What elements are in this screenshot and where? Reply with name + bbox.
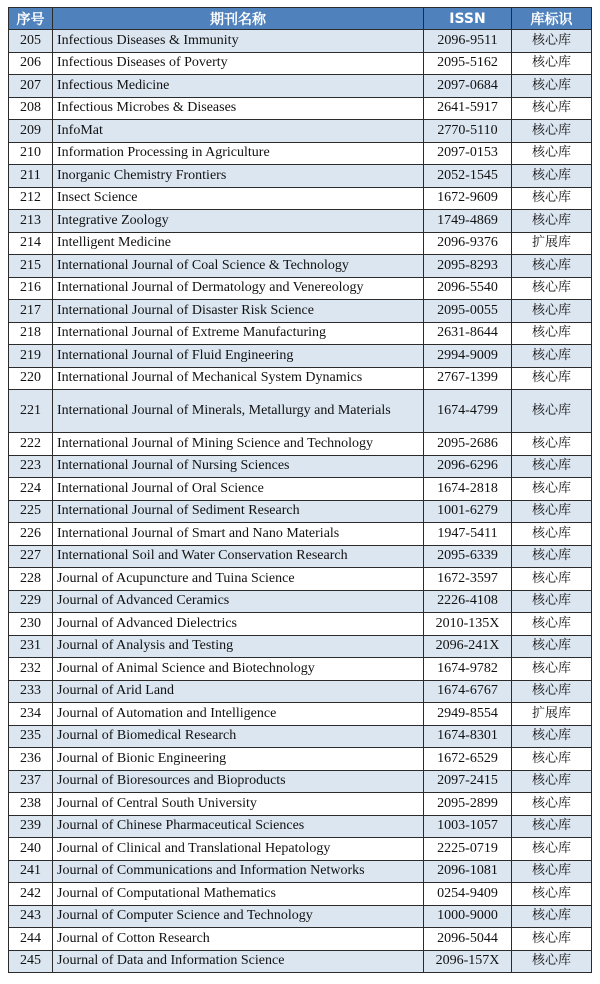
table-row — [9, 883, 592, 906]
serial-number-cell: 205 — [9, 30, 53, 53]
issn-cell: 1672-9609 — [424, 187, 512, 210]
issn-cell: 2631-8644 — [424, 322, 512, 345]
library-tag-cell: 核心库 — [512, 97, 592, 120]
serial-number-cell: 240 — [9, 838, 53, 861]
table-row — [9, 390, 592, 433]
issn-cell: 1749-4869 — [424, 210, 512, 233]
journal-name-cell: International Journal of Fluid Engineering — [53, 345, 424, 368]
issn-cell: 2097-0684 — [424, 75, 512, 98]
journal-name-cell: Journal of Acupuncture and Tuina Science — [53, 568, 424, 591]
journal-name-cell: International Journal of Smart and Nano Materials — [53, 523, 424, 546]
serial-number-cell: 245 — [9, 950, 53, 973]
library-tag-cell: 核心库 — [512, 815, 592, 838]
table-row — [9, 232, 592, 255]
journal-name-cell: Journal of Biomedical Research — [53, 725, 424, 748]
journal-name-cell: Intelligent Medicine — [53, 232, 424, 255]
journal-name-cell: Journal of Computational Mathematics — [53, 883, 424, 906]
table-row — [9, 770, 592, 793]
issn-cell: 2097-0153 — [424, 142, 512, 165]
table-row — [9, 97, 592, 120]
serial-number-cell: 222 — [9, 433, 53, 456]
table-row — [9, 905, 592, 928]
serial-number-cell: 209 — [9, 120, 53, 143]
issn-cell: 1003-1057 — [424, 815, 512, 838]
journal-name-cell: Journal of Clinical and Translational Hepatology — [53, 838, 424, 861]
issn-cell: 2770-5110 — [424, 120, 512, 143]
library-tag-cell: 核心库 — [512, 793, 592, 816]
serial-number-cell: 227 — [9, 545, 53, 568]
library-tag-cell: 核心库 — [512, 860, 592, 883]
issn-cell: 1000-9000 — [424, 905, 512, 928]
journal-list-table-container — [8, 7, 591, 973]
table-row — [9, 52, 592, 75]
issn-cell: 2096-1081 — [424, 860, 512, 883]
journal-name-cell: International Journal of Disaster Risk Science — [53, 300, 424, 323]
library-tag-cell: 核心库 — [512, 52, 592, 75]
journal-name-cell: InfoMat — [53, 120, 424, 143]
table-row — [9, 30, 592, 53]
serial-number-cell: 231 — [9, 635, 53, 658]
table-row — [9, 860, 592, 883]
serial-number-cell: 232 — [9, 658, 53, 681]
journal-name-cell: Information Processing in Agriculture — [53, 142, 424, 165]
library-tag-cell: 核心库 — [512, 367, 592, 390]
library-tag-cell: 核心库 — [512, 210, 592, 233]
issn-cell: 2096-157X — [424, 950, 512, 973]
issn-cell: 1674-2818 — [424, 478, 512, 501]
header-library-tag: 库标识 — [512, 8, 592, 30]
table-row — [9, 277, 592, 300]
journal-name-cell: International Journal of Nursing Sciences — [53, 455, 424, 478]
journal-name-cell: International Journal of Coal Science & Technology — [53, 255, 424, 278]
table-header-row — [9, 8, 592, 30]
serial-number-cell: 236 — [9, 748, 53, 771]
table-row — [9, 300, 592, 323]
serial-number-cell: 224 — [9, 478, 53, 501]
table-row — [9, 613, 592, 636]
table-row — [9, 545, 592, 568]
issn-cell: 1674-6767 — [424, 680, 512, 703]
issn-cell: 1672-6529 — [424, 748, 512, 771]
issn-cell: 2641-5917 — [424, 97, 512, 120]
issn-cell: 2095-2899 — [424, 793, 512, 816]
table-row — [9, 725, 592, 748]
issn-cell: 2096-5044 — [424, 928, 512, 951]
issn-cell: 2767-1399 — [424, 367, 512, 390]
serial-number-cell: 225 — [9, 500, 53, 523]
issn-cell: 2095-6339 — [424, 545, 512, 568]
library-tag-cell: 核心库 — [512, 478, 592, 501]
serial-number-cell: 214 — [9, 232, 53, 255]
table-row — [9, 838, 592, 861]
issn-cell: 1001-6279 — [424, 500, 512, 523]
issn-cell: 2226-4108 — [424, 590, 512, 613]
issn-cell: 2225-0719 — [424, 838, 512, 861]
library-tag-cell: 核心库 — [512, 390, 592, 433]
library-tag-cell: 核心库 — [512, 725, 592, 748]
issn-cell: 2095-8293 — [424, 255, 512, 278]
issn-cell: 1947-5411 — [424, 523, 512, 546]
table-row — [9, 523, 592, 546]
table-row — [9, 500, 592, 523]
issn-cell: 1672-3597 — [424, 568, 512, 591]
journal-name-cell: Journal of Advanced Ceramics — [53, 590, 424, 613]
library-tag-cell: 核心库 — [512, 770, 592, 793]
header-serial-number: 序号 — [9, 8, 53, 30]
journal-name-cell: Journal of Analysis and Testing — [53, 635, 424, 658]
table-row — [9, 815, 592, 838]
serial-number-cell: 242 — [9, 883, 53, 906]
library-tag-cell: 核心库 — [512, 142, 592, 165]
library-tag-cell: 核心库 — [512, 635, 592, 658]
table-row — [9, 255, 592, 278]
library-tag-cell: 核心库 — [512, 187, 592, 210]
library-tag-cell: 核心库 — [512, 277, 592, 300]
table-row — [9, 590, 592, 613]
issn-cell: 1674-4799 — [424, 390, 512, 433]
table-row — [9, 75, 592, 98]
journal-name-cell: Infectious Diseases of Poverty — [53, 52, 424, 75]
issn-cell: 2096-241X — [424, 635, 512, 658]
library-tag-cell: 核心库 — [512, 165, 592, 188]
journal-name-cell: Journal of Central South University — [53, 793, 424, 816]
journal-name-cell: International Journal of Extreme Manufacturing — [53, 322, 424, 345]
library-tag-cell: 扩展库 — [512, 232, 592, 255]
journal-name-cell: International Journal of Mining Science and Technology — [53, 433, 424, 456]
library-tag-cell: 核心库 — [512, 345, 592, 368]
table-row — [9, 748, 592, 771]
journal-name-cell: Integrative Zoology — [53, 210, 424, 233]
issn-cell: 2095-0055 — [424, 300, 512, 323]
serial-number-cell: 208 — [9, 97, 53, 120]
table-row — [9, 433, 592, 456]
table-row — [9, 187, 592, 210]
journal-name-cell: Journal of Advanced Dielectrics — [53, 613, 424, 636]
table-row — [9, 703, 592, 726]
library-tag-cell: 核心库 — [512, 75, 592, 98]
table-row — [9, 345, 592, 368]
library-tag-cell: 核心库 — [512, 613, 592, 636]
issn-cell: 1674-8301 — [424, 725, 512, 748]
table-row — [9, 793, 592, 816]
serial-number-cell: 237 — [9, 770, 53, 793]
serial-number-cell: 211 — [9, 165, 53, 188]
library-tag-cell: 核心库 — [512, 950, 592, 973]
table-row — [9, 455, 592, 478]
library-tag-cell: 核心库 — [512, 120, 592, 143]
table-row — [9, 478, 592, 501]
serial-number-cell: 229 — [9, 590, 53, 613]
serial-number-cell: 212 — [9, 187, 53, 210]
library-tag-cell: 核心库 — [512, 680, 592, 703]
serial-number-cell: 238 — [9, 793, 53, 816]
journal-name-cell: Journal of Data and Information Science — [53, 950, 424, 973]
table-row — [9, 635, 592, 658]
table-row — [9, 142, 592, 165]
issn-cell: 2010-135X — [424, 613, 512, 636]
issn-cell: 1674-9782 — [424, 658, 512, 681]
journal-list-table — [8, 7, 592, 973]
table-row — [9, 120, 592, 143]
serial-number-cell: 215 — [9, 255, 53, 278]
table-body — [9, 30, 592, 973]
table-row — [9, 680, 592, 703]
journal-name-cell: International Journal of Oral Science — [53, 478, 424, 501]
journal-name-cell: Infectious Medicine — [53, 75, 424, 98]
issn-cell: 2052-1545 — [424, 165, 512, 188]
header-journal-name: 期刊名称 — [53, 8, 424, 30]
journal-name-cell: Infectious Diseases & Immunity — [53, 30, 424, 53]
journal-name-cell: Inorganic Chemistry Frontiers — [53, 165, 424, 188]
library-tag-cell: 核心库 — [512, 545, 592, 568]
table-row — [9, 568, 592, 591]
serial-number-cell: 213 — [9, 210, 53, 233]
issn-cell: 2095-5162 — [424, 52, 512, 75]
library-tag-cell: 核心库 — [512, 433, 592, 456]
library-tag-cell: 核心库 — [512, 455, 592, 478]
header-issn: ISSN — [424, 8, 512, 30]
library-tag-cell: 扩展库 — [512, 703, 592, 726]
serial-number-cell: 243 — [9, 905, 53, 928]
serial-number-cell: 216 — [9, 277, 53, 300]
serial-number-cell: 228 — [9, 568, 53, 591]
library-tag-cell: 核心库 — [512, 500, 592, 523]
library-tag-cell: 核心库 — [512, 658, 592, 681]
journal-name-cell: Journal of Animal Science and Biotechnology — [53, 658, 424, 681]
serial-number-cell: 219 — [9, 345, 53, 368]
serial-number-cell: 241 — [9, 860, 53, 883]
library-tag-cell: 核心库 — [512, 928, 592, 951]
table-row — [9, 367, 592, 390]
issn-cell: 2949-8554 — [424, 703, 512, 726]
issn-cell: 2095-2686 — [424, 433, 512, 456]
journal-name-cell: Journal of Communications and Information Networks — [53, 860, 424, 883]
issn-cell: 0254-9409 — [424, 883, 512, 906]
serial-number-cell: 220 — [9, 367, 53, 390]
serial-number-cell: 234 — [9, 703, 53, 726]
serial-number-cell: 233 — [9, 680, 53, 703]
library-tag-cell: 核心库 — [512, 883, 592, 906]
library-tag-cell: 核心库 — [512, 838, 592, 861]
issn-cell: 2994-9009 — [424, 345, 512, 368]
table-row — [9, 658, 592, 681]
serial-number-cell: 210 — [9, 142, 53, 165]
table-row — [9, 322, 592, 345]
journal-name-cell: Infectious Microbes & Diseases — [53, 97, 424, 120]
library-tag-cell: 核心库 — [512, 523, 592, 546]
journal-name-cell: International Journal of Minerals, Metallurgy and Materials — [53, 390, 424, 433]
journal-name-cell: Journal of Computer Science and Technology — [53, 905, 424, 928]
issn-cell: 2096-9376 — [424, 232, 512, 255]
serial-number-cell: 244 — [9, 928, 53, 951]
journal-name-cell: Journal of Cotton Research — [53, 928, 424, 951]
table-row — [9, 210, 592, 233]
table-row — [9, 928, 592, 951]
journal-name-cell: Journal of Bionic Engineering — [53, 748, 424, 771]
serial-number-cell: 217 — [9, 300, 53, 323]
library-tag-cell: 核心库 — [512, 322, 592, 345]
serial-number-cell: 221 — [9, 390, 53, 433]
issn-cell: 2096-5540 — [424, 277, 512, 300]
library-tag-cell: 核心库 — [512, 30, 592, 53]
journal-name-cell: Insect Science — [53, 187, 424, 210]
journal-name-cell: International Soil and Water Conservation Research — [53, 545, 424, 568]
library-tag-cell: 核心库 — [512, 748, 592, 771]
table-row — [9, 950, 592, 973]
journal-name-cell: Journal of Bioresources and Bioproducts — [53, 770, 424, 793]
issn-cell: 2096-6296 — [424, 455, 512, 478]
serial-number-cell: 218 — [9, 322, 53, 345]
serial-number-cell: 206 — [9, 52, 53, 75]
journal-name-cell: International Journal of Sediment Research — [53, 500, 424, 523]
library-tag-cell: 核心库 — [512, 905, 592, 928]
serial-number-cell: 235 — [9, 725, 53, 748]
serial-number-cell: 226 — [9, 523, 53, 546]
table-row — [9, 165, 592, 188]
serial-number-cell: 230 — [9, 613, 53, 636]
serial-number-cell: 223 — [9, 455, 53, 478]
library-tag-cell: 核心库 — [512, 255, 592, 278]
journal-name-cell: Journal of Arid Land — [53, 680, 424, 703]
journal-name-cell: Journal of Automation and Intelligence — [53, 703, 424, 726]
journal-name-cell: International Journal of Dermatology and Venereology — [53, 277, 424, 300]
journal-name-cell: Journal of Chinese Pharmaceutical Sciences — [53, 815, 424, 838]
library-tag-cell: 核心库 — [512, 590, 592, 613]
issn-cell: 2096-9511 — [424, 30, 512, 53]
serial-number-cell: 207 — [9, 75, 53, 98]
serial-number-cell: 239 — [9, 815, 53, 838]
library-tag-cell: 核心库 — [512, 568, 592, 591]
journal-name-cell: International Journal of Mechanical System Dynamics — [53, 367, 424, 390]
issn-cell: 2097-2415 — [424, 770, 512, 793]
library-tag-cell: 核心库 — [512, 300, 592, 323]
